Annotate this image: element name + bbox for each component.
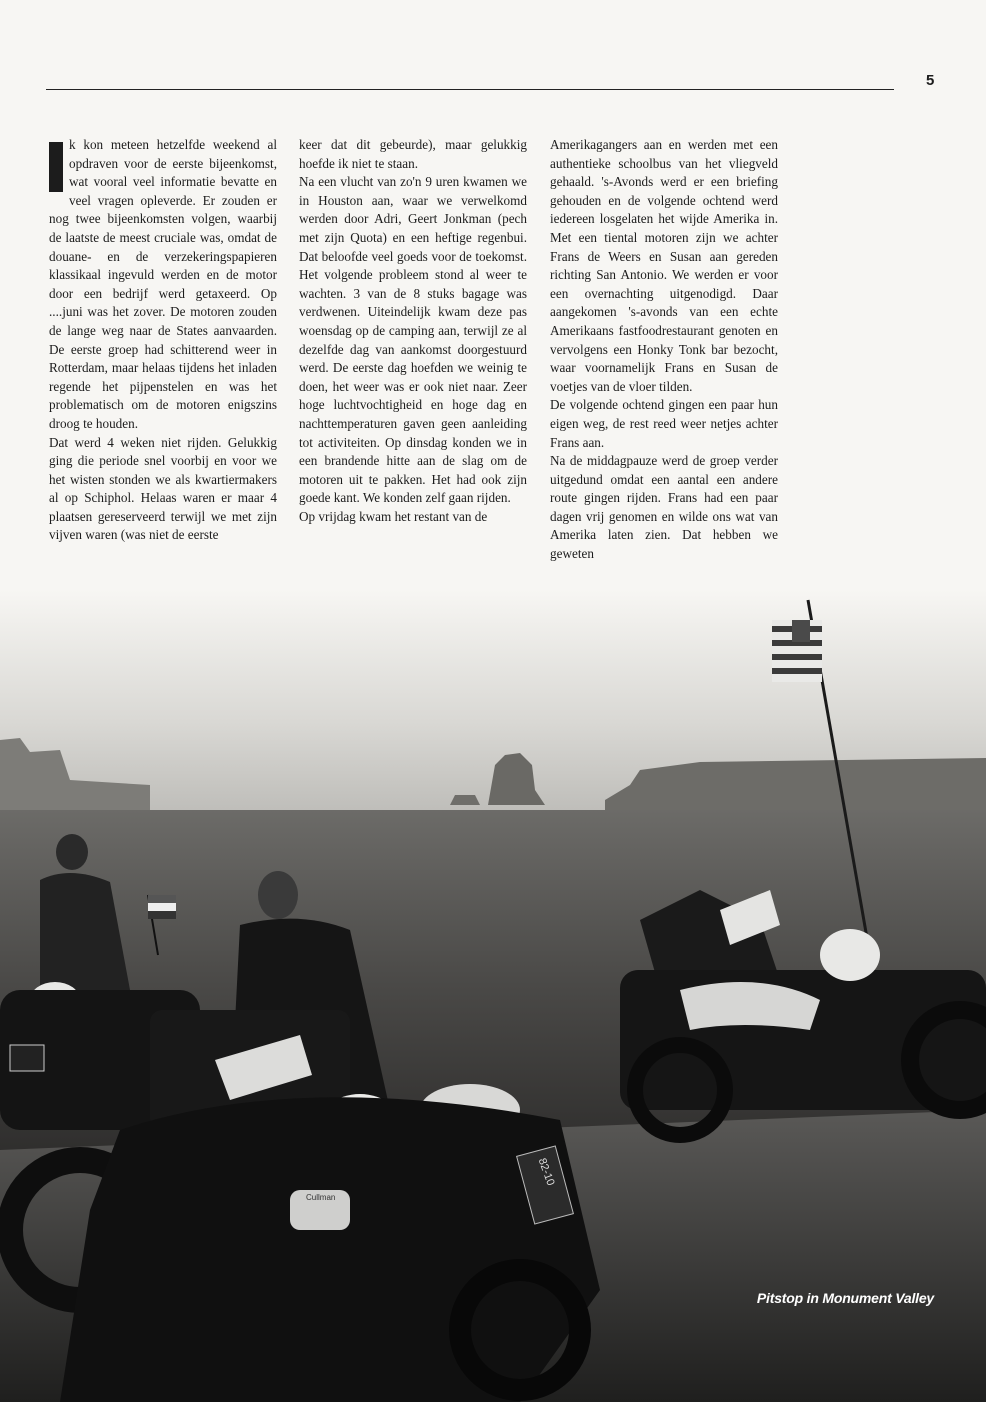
text-column-3 xyxy=(550,136,778,564)
photo-caption: Pitstop in Monument Valley xyxy=(756,1290,934,1306)
us-flag xyxy=(772,620,822,682)
photo-monument-valley xyxy=(0,590,986,1402)
paragraph: Op vrijdag kwam het restant van de xyxy=(299,508,488,524)
paragraph: De volgende ochtend gingen een paar hun eigen weg, de rest reed weer netjes achter Frans aan. xyxy=(550,397,778,450)
paragraph: Amerikagangers aan en werden met een authentieke schoolbus van het vliegveld gehaald. 's-Avonds werd er een briefing gehouden en de volgende ochtend werd iedereen losgelaten het wijde Amerika in. Met een tiental motoren zijn we achter Frans de Weers en Susan aan gereden richting San Antonio. We werden er voor een overnachting uitgenodigd. Daar aangekomen 's-avonds van een echte Amerikaans fastfoodrestaurant genoten en vervolgens een Honky Tonk bar bezocht, waar voornamelijk Frans en Susan de voetjes van de vloer tilden. xyxy=(550,137,778,394)
header-rule xyxy=(46,89,894,90)
paragraph: Na een vlucht van zo'n 9 uren kwamen we in Houston aan, waar we verwelkomd werden door Adri, Geert Jonkman (pech met zijn Quota) en een heftige regenbui. Dat beloofde veel goeds voor de toekomst. Het volgende probleem stond al weer te wachten. 3 van de 8 stuks bagage was verdwenen. Uiteindelijk kwam deze pas woensdag op de camping aan, terwijl ze al dezelfde dag van aankomst doorgestuurd werd. De eerste dag hoefden we weinig te doen, het weer was er ook niet naar. Zeer hoge luchtvochtigheid en hoge dag en nachttemperaturen gaven geen aanleiding tot activiteiten. Op dinsdag konden we in een brandende hitte aan de slag om de motoren uit te pakken. Het had ook zijn goede kant. We konden zelf gaan rijden. xyxy=(299,174,527,506)
paragraph: Dat werd 4 weken niet rijden. Gelukkig ging die periode snel voorbij en voor we het wisten stonden we als kwartiermakers al op Schiphol. Helaas waren er maar 4 plaatsen gereserveerd terwijl we met zijn vijven waren (was niet de eerste xyxy=(49,434,277,543)
page-number: 5 xyxy=(926,72,935,89)
license-plate: 82-10 xyxy=(535,1156,557,1188)
text-column-1 xyxy=(49,136,277,545)
butte-center xyxy=(450,795,480,805)
paragraph: keer dat dit gebeurde), maar gelukkig hoefde ik niet te staan. xyxy=(299,137,527,171)
dropcap xyxy=(49,142,63,192)
paragraph: Na de middagpauze werd de groep verder uitgedund omdat een aantal een andere route gingen rijden. Frans had een paar dagen vrij genomen en wilde ons wat van Amerika laten zien. Dat hebben we geweten xyxy=(550,453,778,562)
text-column-2 xyxy=(299,136,527,526)
tank-lettering: Cullman xyxy=(306,1193,336,1202)
paragraph: k kon meteen hetzelfde weekend al opdraven voor de eerste bijeenkomst, wat vooral veel informatie bevatte en veel vragen opleverde. Er zouden er nog twee bijeenkomsten volgen, waarbij de laatste de meest cruciale was, omdat de douane- en de verzekeringspapieren klassikaal ingevuld werden en de motor door een bedrijf werd getaxeerd. Op ....juni was het zover. De motoren zouden de lange weg naar de States aanvaarden. De eerste groep had schitterend weer in Rotterdam, maar helaas tijdens het inladen regende het pijpenstelen en was het problematisch om de motoren enigszins droog te houden. xyxy=(49,137,277,431)
